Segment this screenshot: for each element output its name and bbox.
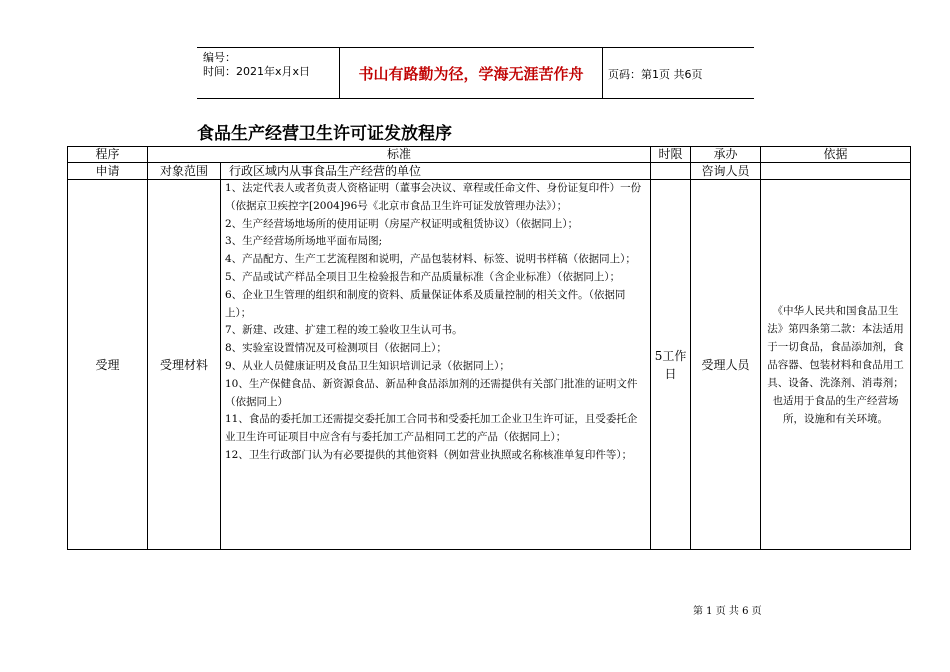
materials-list-cell [221, 180, 651, 550]
column-header-handler: 承办 [691, 147, 761, 163]
table-row-apply [68, 163, 911, 180]
procedure-accept: 受理 [68, 180, 148, 550]
column-header-procedure: 程序 [68, 147, 148, 163]
list-item: 6、企业卫生管理的组织和制度的资料、质量保证体系及质量控制的相关文件。（依据同上）； [225, 288, 626, 319]
list-item: 8、实验室设置情况及可检测项目（依据同上）； [225, 342, 447, 355]
document-header [197, 47, 754, 99]
list-item: 3、生产经营场所场地平面布局图; [225, 235, 383, 248]
materials-label: 受理材料 [148, 180, 221, 550]
list-item: 5、产品或试产样品全项目卫生检验报告和产品质量标准（含企业标准）（依据同上）； [225, 270, 621, 283]
document-number-label: 编号： [203, 51, 236, 64]
page-footer: 第 1 页 共 6 页 [693, 606, 762, 617]
document-title: 食品生产经营卫生许可证发放程序 [197, 124, 452, 144]
list-item: 1、法定代表人或者负责人资格证明（董事会决议、章程或任命文件、身份证复印件）一份（依据京卫疾控字[2004]96号《北京市食品卫生许可证发放管理办法》）； [225, 182, 642, 212]
accept-time-limit: 5工作日 [651, 180, 691, 550]
materials-list [221, 180, 650, 465]
header-page-number: 页码：第1页 共6页 [608, 68, 703, 81]
apply-basis [761, 163, 911, 180]
header-motto: 书山有路勤为径，学海无涯苦作舟 [339, 48, 603, 98]
list-item: 11、食品的委托加工还需提交委托加工合同书和受委托加工企业卫生许可证，且受委托企业卫生许可证项目中应含有与委托加工产品相同工艺的产品（依据同上）； [225, 413, 638, 444]
table-header-row [68, 147, 911, 163]
list-item: 9、从业人员健康证明及食品卫生知识培训记录（依据同上）； [225, 359, 510, 372]
list-item: 12、卫生行政部门认为有必要提供的其他资料（例如营业执照或名称核准单复印件等）； [225, 448, 633, 461]
procedure-table [67, 146, 911, 550]
scope-label: 对象范围 [148, 163, 221, 180]
scope-text: 行政区域内从事食品生产经营的单位 [221, 163, 651, 180]
header-meta [203, 51, 310, 79]
list-item: 2、生产经营场地场所的使用证明（房屋产权证明或租赁协议）（依据同上）； [225, 217, 579, 230]
list-item: 10、生产保健食品、新资源食品、新品种食品添加剂的还需提供有关部门批准的证明文件（依据同上） [225, 377, 638, 408]
accept-basis: 《中华人民共和国食品卫生法》第四条第二款：本法适用于一切食品，食品添加剂，食品容器、包装材料和食品用工具、设备、洗涤剂、消毒剂；也适用于食品的生产经营场所，设施和有关环境。 [767, 304, 904, 425]
column-header-standard: 标准 [148, 147, 651, 163]
column-header-time-limit: 时限 [651, 147, 691, 163]
column-header-basis: 依据 [761, 147, 911, 163]
document-date: 时间：2021年x月x日 [203, 65, 311, 78]
table-row-accept [68, 180, 911, 550]
procedure-apply: 申请 [68, 163, 148, 180]
accept-handler: 受理人员 [691, 180, 761, 550]
list-item: 7、新建、改建、扩建工程的竣工验收卫生认可书。 [225, 324, 463, 337]
accept-basis-cell [761, 180, 911, 550]
apply-handler: 咨询人员 [691, 163, 761, 180]
apply-time-limit [651, 163, 691, 180]
list-item: 4、产品配方、生产工艺流程图和说明，产品包装材料、标签、说明书样稿（依据同上）； [225, 253, 636, 266]
